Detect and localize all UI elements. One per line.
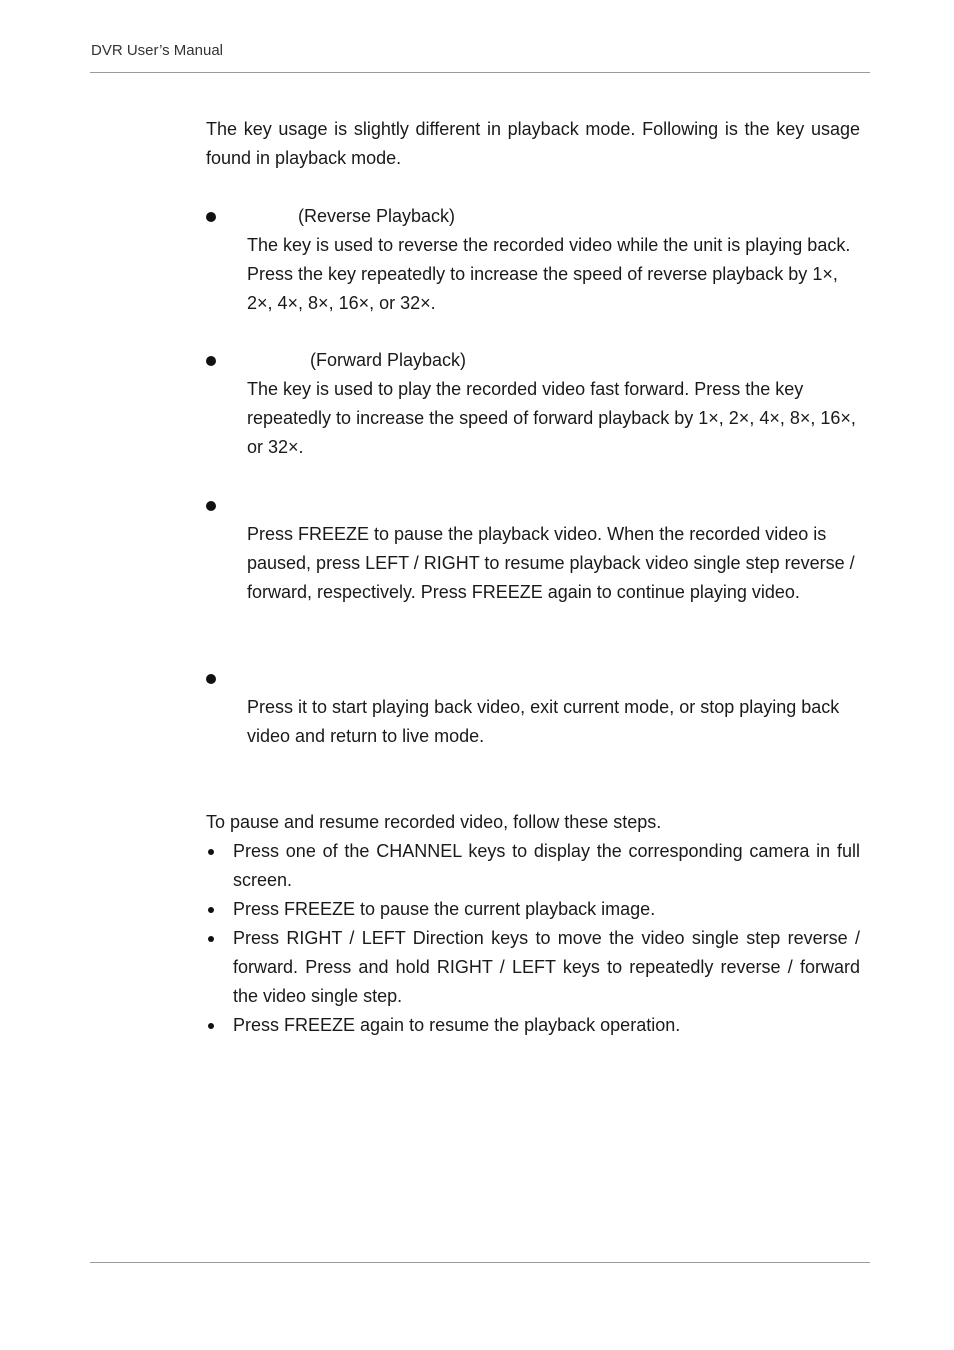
bullet-icon — [206, 356, 216, 366]
list-item — [206, 924, 860, 1011]
pause-resume-section — [206, 808, 860, 1040]
page-header-title: DVR User’s Manual — [91, 42, 223, 59]
step-text: Press one of the CHANNEL keys to display the corresponding camera in full screen. — [233, 841, 860, 890]
key-description-play: Press it to start playing back video, exit current mode, or stop playing back video and return to live mode. — [247, 697, 840, 746]
bullet-icon — [208, 849, 214, 855]
key-item-play — [206, 664, 860, 751]
list-item — [206, 895, 860, 924]
bullet-icon — [206, 501, 216, 511]
bullet-icon — [206, 212, 216, 222]
step-text: Press FREEZE again to resume the playback operation. — [233, 1015, 681, 1035]
bullet-icon — [208, 1023, 214, 1029]
footer-divider — [90, 1262, 870, 1263]
key-description-forward-playback: The key is used to play the recorded video fast forward. Press the key repeatedly to increase the speed of forward playback by 1×, 2×, 4×, 8×, 16×, or 32×. — [247, 379, 856, 457]
bullet-icon — [208, 907, 214, 913]
step-text: Press FREEZE to pause the current playback image. — [233, 899, 656, 919]
bullet-icon — [206, 674, 216, 684]
intro-paragraph — [206, 115, 860, 173]
step-text: Press RIGHT / LEFT Direction keys to move the video single step reverse / forward. Press and hold RIGHT / LEFT keys to repeatedly reverse / forward the video single step. — [233, 928, 860, 1006]
key-item-freeze — [206, 491, 860, 607]
key-item-forward-playback — [206, 346, 860, 462]
list-item — [206, 1011, 860, 1040]
header-divider — [90, 72, 870, 73]
list-item — [206, 837, 860, 895]
intro-text: The key usage is slightly different in playback mode. Following is the key usage found in playback mode. — [206, 119, 860, 168]
bullet-icon — [208, 936, 214, 942]
key-description-reverse-playback: The key is used to reverse the recorded video while the unit is playing back. Press the key repeatedly to increase the speed of reverse playback by 1×, 2×, 4×, 8×, 16×, or 32×. — [247, 235, 851, 313]
key-name-reverse-playback: (Reverse Playback) — [298, 206, 456, 226]
key-item-reverse-playback — [206, 202, 860, 318]
key-description-freeze: Press FREEZE to pause the playback video. When the recorded video is paused, press LEFT / RIGHT to resume playback video single step reverse / forward, respectively. Press FREEZE again to continue playing video. — [247, 524, 855, 602]
pause-resume-steps — [206, 837, 860, 1040]
key-name-forward-playback: (Forward Playback) — [310, 350, 467, 370]
pause-resume-intro: To pause and resume recorded video, follow these steps. — [206, 812, 662, 832]
